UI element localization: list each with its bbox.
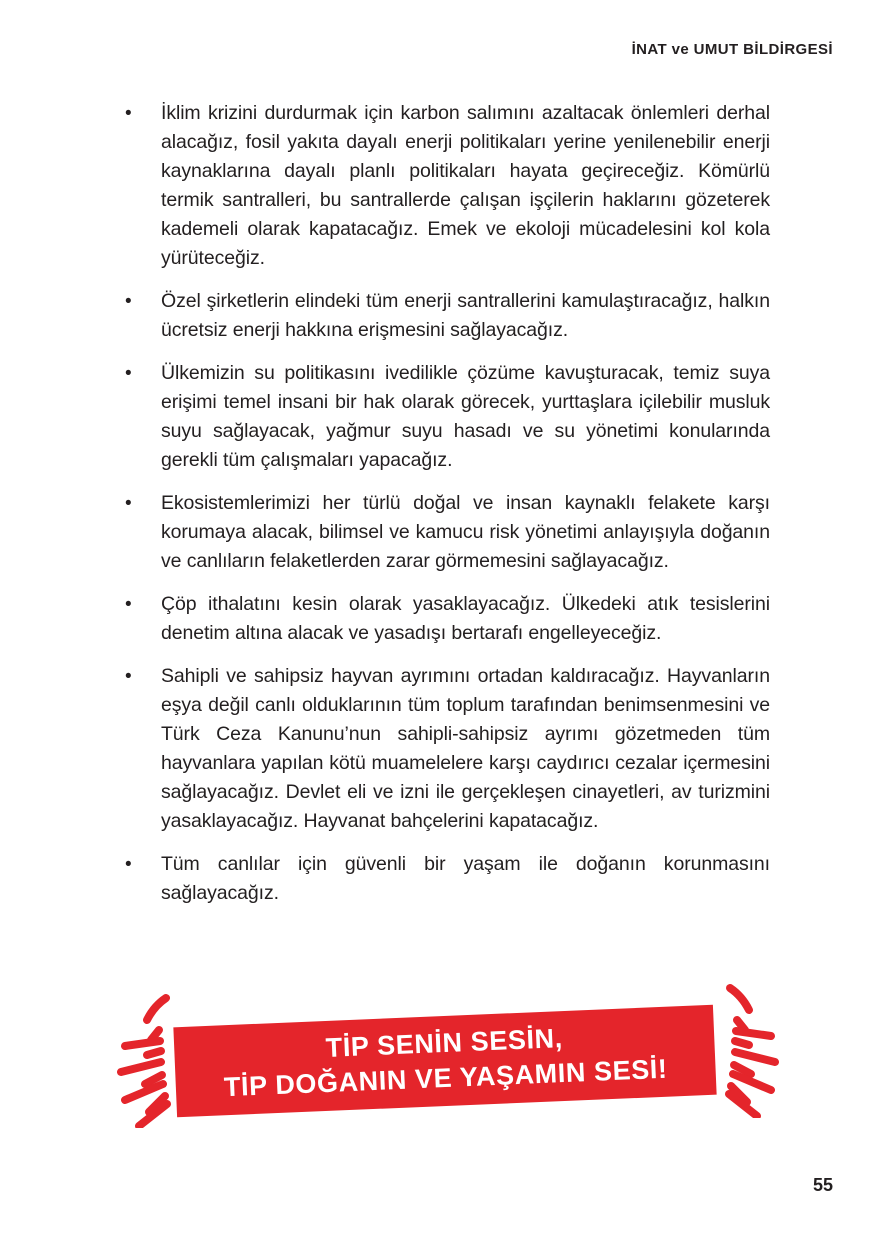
bullet-dot-icon: • xyxy=(125,493,132,514)
slogan-banner-section xyxy=(0,980,877,1145)
bullet-dot-icon: • xyxy=(125,291,132,312)
bullet-text: İklim krizini durdurmak için karbon salımını azaltacak önlemleri derhal alacağız, fosil yakıta dayalı enerji politikaları yerine yenilenebilir enerji kaynaklarına dayalı planlı politikaları hayata geçireceğiz. Kömürlü termik santralleri, bu santrallerde çalışan işçilerin haklarını gözeterek kademeli olarak kapatacağız. Emek ve ekoloji mücadelesini kol kola yürüteceğiz. xyxy=(161,102,770,269)
bullet-text: Ekosistemlerimizi her türlü doğal ve insan kaynaklı felakete karşı korumaya alacak, bilimsel ve kamucu risk yönetimi anlayışıyla doğanın ve canlıların felaketlerden zarar görmemesini sağlayacağız. xyxy=(161,492,770,572)
bullet-text: Ülkemizin su politikasını ivedilikle çözüme kavuşturacak, temiz suya erişimi temel insani bir hak olarak görecek, yurttaşlara içilebilir musluk suyu sağlayacak, yağmur suyu hasadı ve su yönetimi konularında gerekli tüm çalışmaları yapacağız. xyxy=(161,362,770,471)
burst-lines-right-icon xyxy=(712,982,780,1118)
page-number: 55 xyxy=(812,1175,833,1195)
bullet-text: Çöp ithalatını kesin olarak yasaklayacağız. Ülkedeki atık tesislerini denetim altına alacak ve yasadışı bertarafı engelleyeceğiz. xyxy=(161,593,770,644)
slogan-line-1: TİP SENİN SESİN, xyxy=(325,1023,564,1064)
bullet-dot-icon: • xyxy=(125,103,132,124)
list-item xyxy=(125,359,770,475)
list-item xyxy=(125,590,770,648)
slogan-line-2: TİP DOĞANIN VE YAŞAMIN SESİ! xyxy=(223,1053,669,1102)
list-item xyxy=(125,850,770,908)
list-item xyxy=(125,99,770,273)
slogan-banner xyxy=(173,1005,716,1118)
bullet-dot-icon: • xyxy=(125,854,132,875)
list-item xyxy=(125,489,770,576)
bullet-dot-icon: • xyxy=(125,363,132,384)
bullet-list xyxy=(125,99,770,922)
bullet-dot-icon: • xyxy=(125,594,132,615)
bullet-text: Tüm canlılar için güvenli bir yaşam ile doğanın korunmasını sağlayacağız. xyxy=(161,853,770,904)
page-header-title: İNAT ve UMUT BİLDİRGESİ xyxy=(631,41,833,58)
list-item xyxy=(125,287,770,345)
bullet-text: Sahipli ve sahipsiz hayvan ayrımını ortadan kaldıracağız. Hayvanların eşya değil canlı olduklarının tüm toplum tarafından benimsenmesini ve Türk Ceza Kanunu’nun sahipli-sahipsiz ayrımı gözetmeden tüm hayvanlara yapılan kötü muamelelere karşı caydırıcı cezalar içermesini sağlayacağız. Devlet eli ve izni ile gerçekleşen cinayetleri, av turizmini yasaklayacağız. Hayvanat bahçelerini kapatacağız. xyxy=(161,665,770,832)
bullet-dot-icon: • xyxy=(125,666,132,687)
list-item xyxy=(125,662,770,836)
bullet-text: Özel şirketlerin elindeki tüm enerji santrallerini kamulaştıracağız, halkın ücretsiz enerji hakkına erişmesini sağlayacağız. xyxy=(161,290,770,341)
